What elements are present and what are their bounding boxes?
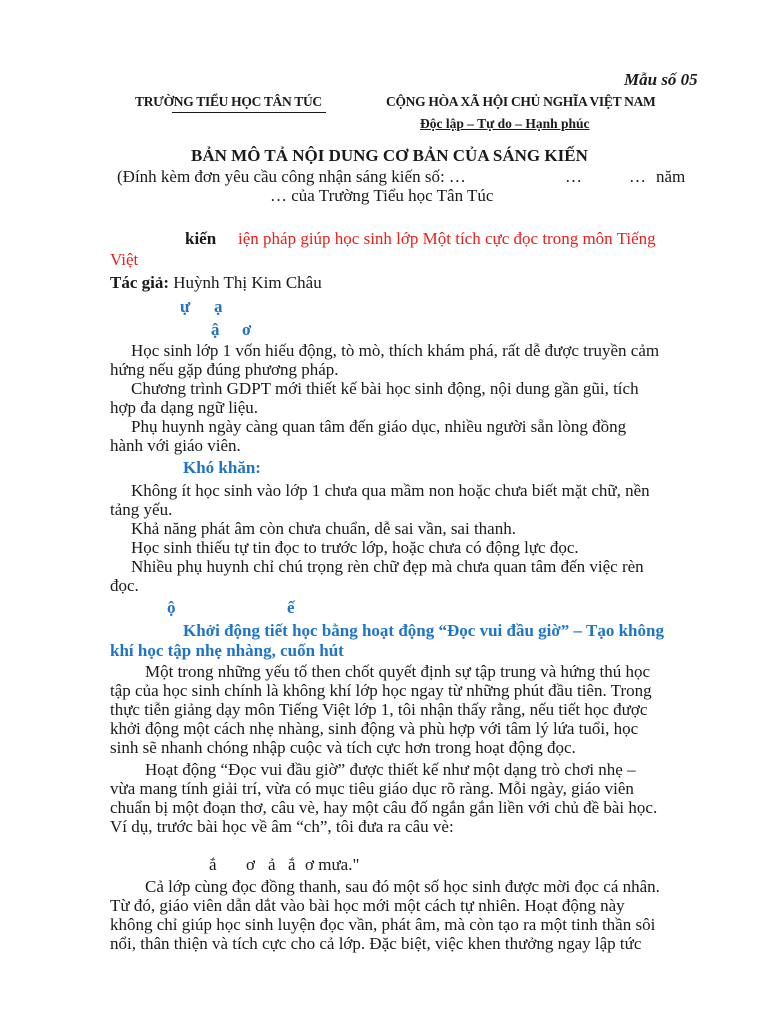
paragraph3-line: không chỉ giúp học sinh luyện đọc vần, phát âm, mà còn tạo ra một tinh thần sôi [110, 915, 656, 934]
subtitle-ellipsis-1: … [565, 167, 582, 186]
difficulty-line: Khả năng phát âm còn chưa chuẩn, dễ sai vần, sai thanh. [131, 519, 516, 538]
paragraph1-line: Một trong những yếu tố then chốt quyết định sự tập trung và hứng thú học [145, 662, 650, 681]
paragraph1-line: tập của học sinh chính là không khí lớp học ngay từ những phút đầu tiên. Trong [110, 681, 652, 700]
initiative-name-line1: iện pháp giúp học sinh lớp Một tích cực đọc trong môn Tiếng [238, 229, 656, 248]
republic-name: CỘNG HÒA XÃ HỘI CHỦ NGHĨA VIỆT NAM [386, 94, 656, 109]
initiative-name-line2: Việt [110, 250, 139, 269]
author-name: Huỳnh Thị Kim Châu [173, 273, 322, 292]
subtitle-line1: (Đính kèm đơn yêu cầu công nhận sáng kiến số: … [117, 167, 466, 186]
subtitle-year: năm [656, 167, 686, 186]
verse-fragment-c: ả [268, 855, 276, 874]
verse-fragment-b: ơ [246, 855, 255, 874]
difficulty-line: tảng yếu. [110, 500, 173, 519]
author-line [110, 273, 322, 293]
fragment-2a: ậ [211, 320, 220, 339]
advantage-line: hứng nếu gặp đúng phương pháp. [110, 360, 339, 379]
verse-fragment-d: ắ [288, 855, 296, 874]
school-name: TRƯỜNG TIỂU HỌC TÂN TÚC [135, 94, 322, 109]
difficulty-line: đọc. [110, 576, 139, 595]
document-title: BẢN MÔ TẢ NỘI DUNG CƠ BẢN CỦA SÁNG KIẾN [191, 146, 588, 165]
advantage-line: Học sinh lớp 1 vốn hiếu động, tò mò, thích khám phá, rất dễ được truyền cảm [131, 341, 660, 360]
fragment-1a: ự [180, 297, 191, 316]
advantage-line: hợp đa dạng ngữ liệu. [110, 398, 259, 417]
paragraph3-line: Từ đó, giáo viên dẫn dắt vào bài học mới một cách tự nhiên. Hoạt động này [110, 896, 625, 915]
paragraph2-line: Ví dụ, trước bài học về âm “ch”, tôi đưa ra câu vè: [110, 817, 454, 836]
paragraph2-line: vừa mang tính giải trí, vừa có mục tiêu giáo dục rõ ràng. Mỗi ngày, giáo viên [110, 779, 634, 798]
paragraph1-line: thực tiễn giảng dạy môn Tiếng Việt lớp 1, tôi nhận thấy rằng, nếu tiết học được [110, 700, 648, 719]
fragment-1b: ạ [214, 297, 223, 316]
subtitle-ellipsis-2: … [629, 167, 646, 186]
paragraph1-line: sinh sẽ nhanh chóng nhập cuộc và tích cực hơn trong hoạt động đọc. [110, 738, 576, 757]
advantage-line: Phụ huynh ngày càng quan tâm đến giáo dục, nhiều người sẵn lòng đồng [131, 417, 627, 436]
difficulty-line: Học sinh thiếu tự tin đọc to trước lớp, hoặc chưa có động lực đọc. [131, 538, 579, 557]
section-heading-line1: Khởi động tiết học bằng hoạt động “Đọc vui đầu giờ” – Tạo không [183, 621, 664, 640]
paragraph2-line: Hoạt động “Đọc vui đầu giờ” được thiết kế như một dạng trò chơi nhẹ – [145, 760, 636, 779]
advantage-line: hành với giáo viên. [110, 436, 241, 455]
initiative-label: kiến [185, 229, 217, 248]
paragraph3-line: nổi, thân thiện và tích cực cho cả lớp. Đặc biệt, việc khen thưởng ngay lập tức [110, 934, 642, 953]
form-number: Mẫu số 05 [624, 70, 698, 89]
section-heading-line2: khí học tập nhẹ nhàng, cuốn hút [110, 641, 344, 660]
paragraph2-line: chuẩn bị một đoạn thơ, câu vè, hay một câu đố ngắn gắn liền với chủ đề bài học. [110, 798, 658, 817]
motto: Độc lập – Tự do – Hạnh phúc [420, 116, 590, 131]
difficulties-heading: Khó khăn: [183, 458, 261, 477]
paragraph3-line: Cả lớp cùng đọc đồng thanh, sau đó một số học sinh được mời đọc cá nhân. [145, 877, 660, 896]
difficulty-line: Không ít học sinh vào lớp 1 chưa qua mầm non hoặc chưa biết mặt chữ, nền [131, 481, 650, 500]
school-underline [172, 112, 326, 113]
subtitle-line2: … của Trường Tiểu học Tân Túc [270, 186, 494, 205]
difficulty-line: Nhiều phụ huynh chỉ chú trọng rèn chữ đẹp mà chưa quan tâm đến việc rèn [131, 557, 644, 576]
verse-fragment-a: ắ [209, 855, 217, 874]
verse-fragment-e: ơ mưa." [305, 855, 360, 874]
fragment-3b: ế [287, 598, 295, 617]
fragment-2b: ơ [242, 320, 252, 339]
advantage-line: Chương trình GDPT mới thiết kế bài học sinh động, nội dung gần gũi, tích [131, 379, 639, 398]
fragment-3a: ộ [167, 598, 176, 617]
author-label: Tác giả: [110, 273, 170, 292]
paragraph1-line: khởi động một cách nhẹ nhàng, sinh động và phù hợp với tâm lý lứa tuổi, học [110, 719, 639, 738]
